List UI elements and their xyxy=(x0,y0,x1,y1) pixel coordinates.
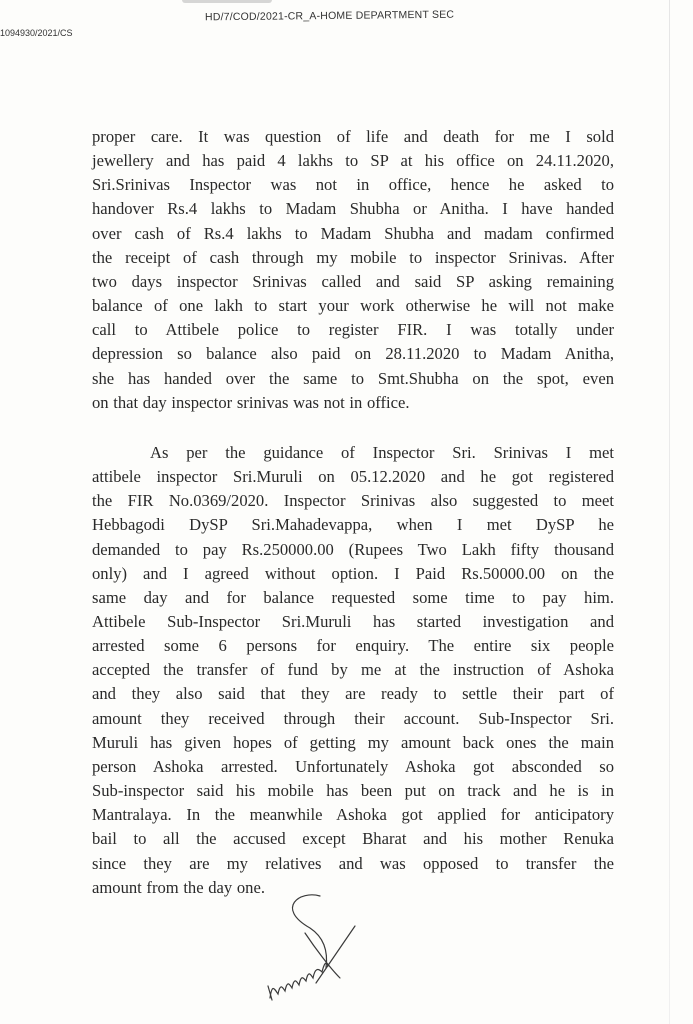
text-line: Sri.Srinivas Inspector was not in office, hence he asked to xyxy=(92,175,614,195)
letter-body xyxy=(92,125,614,900)
text-line: Hebbagodi DySP Sri.Mahadevappa, when I met DySP he xyxy=(92,515,614,535)
text-line: on that day inspector srinivas was not in office. xyxy=(92,392,410,412)
text-line: amount they received through their account. Sub-Inspector Sri. xyxy=(92,708,614,728)
paragraph-2 xyxy=(92,441,614,900)
text-line: depression so balance also paid on 28.11.2020 to Madam Anitha, xyxy=(92,344,614,364)
text-line: Attibele Sub-Inspector Sri.Muruli has started investigation and xyxy=(92,611,614,631)
text-line: attibele inspector Sri.Muruli on 05.12.2020 and he got registered xyxy=(92,467,614,487)
text-line: only) and I agreed without option. I Paid Rs.50000.00 on the xyxy=(92,563,614,583)
text-line: amount from the day one. xyxy=(92,877,265,897)
text-line: bail to all the accused except Bharat and his mother Renuka xyxy=(92,829,614,849)
text-line: accepted the transfer of fund by me at the instruction of Ashoka xyxy=(92,660,614,680)
text-line: jewellery and has paid 4 lakhs to SP at his office on 24.11.2020, xyxy=(92,151,614,171)
text-line: person Ashoka arrested. Unfortunately Ashoka got absconded so xyxy=(92,756,614,776)
text-line: two days inspector Srinivas called and said SP asking remaining xyxy=(92,271,614,291)
text-line: call to Attibele police to register FIR. I was totally under xyxy=(92,320,614,340)
page-edge-divider xyxy=(669,0,670,1024)
text-line: since they are my relatives and was opposed to transfer the xyxy=(92,853,614,873)
text-line: she has handed over the same to Smt.Shubha on the spot, even xyxy=(92,368,614,388)
text-line: arrested some 6 persons for enquiry. The entire six people xyxy=(92,636,614,656)
text-line: proper care. It was question of life and death for me I sold xyxy=(92,127,614,146)
paragraph-1 xyxy=(92,125,614,415)
text-line: same day and for balance requested some time to pay him. xyxy=(92,587,614,607)
paragraph-spacer xyxy=(92,415,614,441)
text-line: Muruli has given hopes of getting my amount back ones the main xyxy=(92,732,614,752)
text-line: the receipt of cash through my mobile to inspector Srinivas. After xyxy=(92,247,614,267)
text-line: balance of one lakh to start your work otherwise he will not make xyxy=(92,296,614,316)
text-line: handover Rs.4 lakhs to Madam Shubha or Anitha. I have handed xyxy=(92,199,614,219)
text-line: Mantralaya. In the meanwhile Ashoka got applied for anticipatory xyxy=(92,805,614,825)
receipt-number: 1094930/2021/CS xyxy=(0,28,73,38)
scan-smudge xyxy=(182,0,272,3)
handwritten-signature-icon xyxy=(260,888,390,1008)
text-line: the FIR No.0369/2020. Inspector Srinivas also suggested to meet xyxy=(92,491,614,511)
text-line: over cash of Rs.4 lakhs to Madam Shubha and madam confirmed xyxy=(92,223,614,243)
file-reference: HD/7/COD/2021-CR_A-HOME DEPARTMENT SEC xyxy=(204,8,455,24)
text-line: demanded to pay Rs.250000.00 (Rupees Two Lakh fifty thousand xyxy=(92,539,614,559)
text-line: and they also said that they are ready to settle their part of xyxy=(92,684,614,704)
text-line: As per the guidance of Inspector Sri. Srinivas I met xyxy=(150,442,614,462)
text-line: Sub-inspector said his mobile has been put on track and he is in xyxy=(92,781,614,801)
